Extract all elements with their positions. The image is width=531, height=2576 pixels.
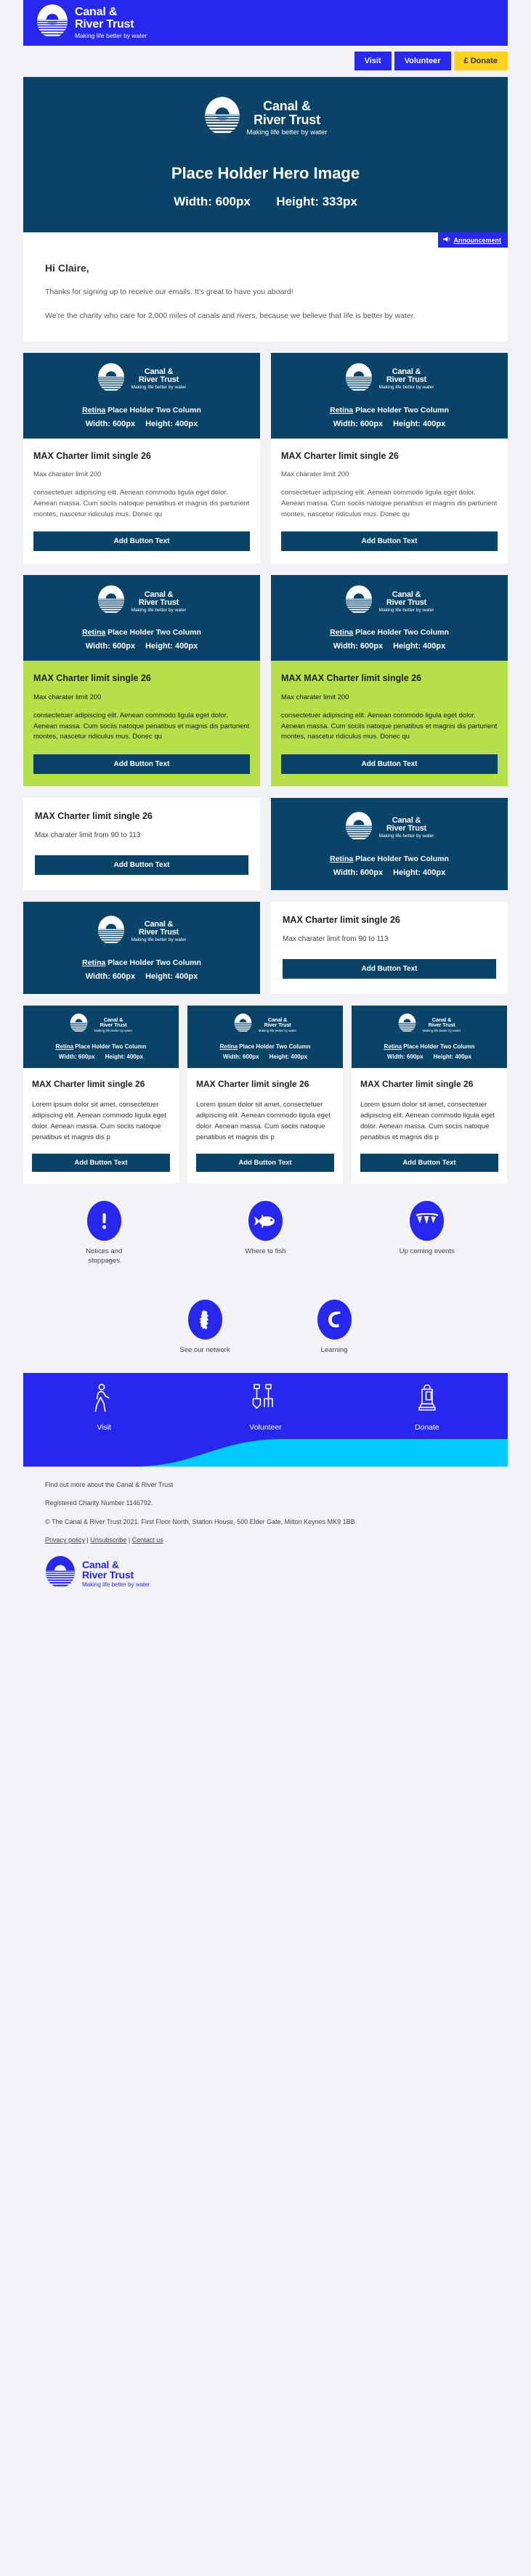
- brand-name-line2: River Trust: [75, 18, 134, 31]
- card-heading: MAX Charter limit single 26: [360, 1079, 474, 1090]
- brand-wordmark: [82, 1560, 150, 1588]
- brand-tagline: Making life better by water: [131, 937, 187, 943]
- megaphone-icon: [443, 236, 450, 244]
- brand-tagline: Making life better by water: [246, 128, 328, 136]
- text-block: [271, 902, 508, 994]
- three-column-card: [352, 1006, 507, 1183]
- placeholder-caption-text: Place Holder Two Column: [105, 405, 201, 415]
- two-column-green-section: [23, 575, 508, 786]
- brand-name-line1: Canal &: [75, 6, 118, 19]
- donation-box-icon: [416, 1383, 439, 1417]
- text-block: [23, 798, 260, 890]
- contact-us-link[interactable]: Contact us: [131, 1536, 163, 1544]
- brand-logo-tiny: [28, 1013, 174, 1037]
- placeholder-image: [23, 575, 260, 661]
- placeholder-height: Height: 400px: [393, 642, 446, 651]
- brand-logo-header[interactable]: [36, 4, 147, 42]
- add-button-text-button[interactable]: Add Button Text: [281, 754, 498, 774]
- placeholder-caption: [278, 855, 500, 863]
- brand-name-line2: River Trust: [264, 1022, 291, 1029]
- crt-roundel-icon: [345, 584, 373, 619]
- card-heading: MAX Charter limit single 26: [33, 673, 151, 684]
- card-body: [187, 1068, 343, 1183]
- brand-name-line1: Canal &: [392, 590, 421, 599]
- placeholder-width: Width: 600px: [333, 642, 384, 651]
- placeholder-width: Width: 600px: [58, 1053, 95, 1061]
- placeholder-width: Width: 600px: [85, 972, 136, 982]
- brand-name-line1: Canal &: [144, 367, 174, 376]
- placeholder-caption: [192, 1043, 338, 1050]
- placeholder-height: Height: 400px: [393, 419, 446, 428]
- fish-icon: [248, 1201, 283, 1241]
- brand-wordmark: [379, 817, 434, 839]
- brand-name-line1: Canal &: [392, 367, 421, 376]
- card-heading: MAX Charter limit single 26: [196, 1079, 309, 1090]
- crt-roundel-icon: [97, 584, 125, 619]
- announcement-label: Announcement: [453, 236, 501, 244]
- footer-charity-number: Registered Charity Number 1146792.: [45, 1499, 153, 1507]
- card-body: [23, 439, 260, 564]
- brand-logo-small: [278, 362, 500, 396]
- crt-roundel-icon: [45, 1555, 76, 1592]
- quick-links-row-2: [23, 1300, 508, 1371]
- placeholder-dimensions: [28, 1053, 174, 1060]
- placeholder-caption-text: Place Holder Two Column: [73, 1043, 147, 1051]
- brand-name-line2: River Trust: [82, 1569, 134, 1581]
- brand-tagline: Making life better by water: [82, 1581, 150, 1589]
- placeholder-width: Width: 600px: [333, 419, 384, 428]
- brand-wordmark: [131, 591, 187, 614]
- footer-links: [45, 1535, 486, 1545]
- card-heading: MAX MAX Charter limit single 26: [281, 673, 422, 684]
- brand-name-line2: River Trust: [386, 824, 427, 833]
- hero-title: Place Holder Hero Image: [171, 164, 360, 182]
- card-body-text: Lorem ipsum dolor sit amet, consectetuer adipiscing elit. Aenean commodo ligula eget dolor. Aenean massa. Cum sociis natoque penatibus et magnis dis p: [32, 1101, 166, 1142]
- nav-button-visit[interactable]: Visit: [354, 52, 392, 70]
- announcement-badge[interactable]: [438, 232, 508, 248]
- placeholder-image: [271, 575, 508, 661]
- announcement-bar: [23, 232, 508, 248]
- spade-fork-icon: [251, 1383, 279, 1417]
- card-body: [271, 439, 508, 564]
- retina-label: Retina: [219, 1043, 238, 1051]
- walking-person-icon: [92, 1383, 116, 1417]
- brand-logo-footer: [45, 1555, 486, 1592]
- placeholder-caption: [357, 1043, 502, 1050]
- quick-link-label: Where to fish: [245, 1247, 286, 1256]
- quick-link-label: Up coming events: [399, 1247, 455, 1256]
- intro-paragraph-1: Thanks for signing up to receive our emails. It's great to have you aboard!: [45, 288, 293, 296]
- brand-name-line2: River Trust: [138, 598, 179, 607]
- card-heading: MAX Charter limit single 26: [33, 450, 151, 461]
- brand-logo-small: [31, 362, 253, 396]
- footer-find-out-more: [45, 1480, 486, 1490]
- crt-roundel-icon: [97, 362, 125, 396]
- brand-name-line2: River Trust: [100, 1022, 127, 1029]
- retina-label: Retina: [82, 405, 106, 415]
- card-body: [352, 1068, 507, 1183]
- brand-tagline: Making life better by water: [131, 384, 187, 390]
- placeholder-dimensions: [31, 420, 253, 428]
- text-left-image-right-section: [23, 798, 508, 890]
- placeholder-height: Height: 400px: [433, 1053, 472, 1061]
- brand-name-line1: Canal &: [263, 98, 311, 113]
- intro-section: [23, 248, 508, 341]
- brand-logo-small: [31, 584, 253, 619]
- card-subtext: Max charater limit 200: [281, 470, 349, 479]
- placeholder-width: Width: 600px: [85, 419, 136, 428]
- quick-link-learning[interactable]: [317, 1300, 352, 1356]
- cta-donate[interactable]: [346, 1383, 508, 1432]
- placeholder-dimensions: [31, 972, 253, 981]
- placeholder-image: [271, 798, 508, 890]
- placeholder-width: Width: 600px: [386, 1053, 423, 1061]
- quick-link-label: See our network: [179, 1346, 230, 1355]
- footer-copyright: © The Canal & River Trust 2021. First Floor North, Station House, 500 Elder Gate, Milton Keynes MK9 1BB.: [45, 1517, 357, 1525]
- image-left-text-right-section: [23, 902, 508, 994]
- brand-name-line2: River Trust: [254, 112, 320, 127]
- card-body-text: Lorem ipsum dolor sit amet, consectetuer adipiscing elit. Aenean commodo ligula eget dolor. Aenean massa. Cum sociis natoque penatibus et magnis dis p: [196, 1101, 331, 1142]
- quick-links-row-1: [23, 1201, 508, 1282]
- link-separator: |: [85, 1536, 91, 1544]
- placeholder-caption-text: Place Holder Two Column: [105, 628, 201, 637]
- placeholder-height: Height: 400px: [105, 1053, 144, 1061]
- brand-tagline: Making life better by water: [75, 32, 147, 40]
- unsubscribe-link[interactable]: Unsubscribe: [90, 1536, 127, 1544]
- crt-roundel-icon: [70, 1013, 88, 1037]
- quick-link-notices-and-stoppages[interactable]: [23, 1201, 185, 1266]
- card-body: [271, 661, 508, 786]
- brand-tagline: Making life better by water: [131, 607, 187, 613]
- cta-row: [23, 1373, 508, 1438]
- card-subtext: Max charater limit 200: [281, 693, 349, 701]
- brand-logo-hero: [23, 96, 508, 139]
- privacy-policy-link[interactable]: Privacy policy: [45, 1536, 86, 1544]
- placeholder-caption: [31, 406, 253, 415]
- brand-name-line2: River Trust: [386, 598, 427, 607]
- placeholder-image: [23, 353, 260, 439]
- placeholder-image: [23, 902, 260, 994]
- placeholder-height: Height: 400px: [145, 419, 198, 428]
- hero-height-label: Height: 333px: [276, 195, 357, 208]
- placeholder-image: [187, 1006, 343, 1068]
- brand-tagline: Making life better by water: [258, 1028, 297, 1032]
- brand-wordmark: [94, 1017, 133, 1033]
- learning-leaf-icon: [317, 1300, 352, 1340]
- placeholder-image: [23, 1006, 179, 1068]
- brand-wordmark: [131, 921, 187, 943]
- brand-wordmark: [423, 1017, 461, 1033]
- brand-name-line2: River Trust: [428, 1022, 455, 1029]
- card-body-text: consectetuer adipiscing elit. Aenean commodo ligula eget dolor. Aenean massa. Cum sociis natoque penatibus et magnis dis parturient montes, nascetur ridiculus mus. Donec qu: [281, 711, 498, 741]
- placeholder-height: Height: 400px: [145, 972, 198, 982]
- brand-name-line1: Canal &: [144, 590, 174, 599]
- placeholder-width: Width: 600px: [222, 1053, 259, 1061]
- brand-tagline: Making life better by water: [378, 384, 434, 390]
- intro-paragraph-2: We're the charity who care for 2,000 miles of canals and rivers, because we believe that life is better by water.: [45, 311, 416, 321]
- placeholder-caption: [278, 628, 500, 637]
- placeholder-caption-text: Place Holder Two Column: [238, 1043, 311, 1051]
- brand-name-line2: River Trust: [138, 375, 179, 384]
- placeholder-image: [271, 353, 508, 439]
- hero-banner: [23, 77, 508, 232]
- brand-logo-small: [31, 915, 253, 949]
- placeholder-height: Height: 400px: [145, 642, 198, 651]
- card-heading: MAX Charter limit single 26: [32, 1079, 145, 1090]
- cta-label: Donate: [414, 1422, 439, 1432]
- card-heading: MAX Charter limit single 26: [281, 450, 399, 461]
- two-column-white-section: [23, 353, 508, 564]
- brand-wordmark: [259, 1017, 297, 1033]
- crt-roundel-icon: [398, 1013, 416, 1037]
- brand-name-line1: Canal &: [267, 1016, 288, 1023]
- placeholder-dimensions: [278, 420, 500, 428]
- add-button-text-button[interactable]: Add Button Text: [33, 754, 250, 774]
- add-button-text-button[interactable]: Add Button Text: [360, 1154, 498, 1172]
- brand-wordmark: [379, 591, 434, 614]
- card-subtext: Max charater limit from 90 to 113: [35, 831, 141, 840]
- retina-label: Retina: [330, 405, 354, 415]
- brand-logo-tiny: [192, 1013, 338, 1037]
- footer: [23, 1480, 508, 1600]
- three-column-card: [187, 1006, 343, 1183]
- brand-wordmark: [379, 368, 434, 391]
- email-header: [23, 0, 508, 46]
- placeholder-dimensions: [192, 1053, 338, 1060]
- card-body: [23, 1068, 179, 1183]
- cta-section: [23, 1373, 508, 1467]
- brand-name-line1: Canal &: [144, 920, 174, 929]
- placeholder-dimensions: [31, 642, 253, 651]
- placeholder-caption-text: Place Holder Two Column: [105, 958, 201, 968]
- three-column-section: [23, 1006, 508, 1183]
- add-button-text-button[interactable]: Add Button Text: [283, 959, 496, 979]
- crt-roundel-icon: [204, 96, 240, 139]
- crt-roundel-icon: [345, 811, 373, 845]
- add-button-text-button[interactable]: Add Button Text: [196, 1154, 334, 1172]
- two-column-card: [271, 575, 508, 786]
- brand-tagline: Making life better by water: [378, 833, 434, 839]
- placeholder-height: Height: 400px: [393, 868, 446, 878]
- brand-name-line1: Canal &: [103, 1016, 123, 1023]
- footer-find-out-more-text: Find out more about the Canal & River Trust: [45, 1480, 174, 1488]
- placeholder-dimensions: [278, 868, 500, 877]
- brand-tagline: Making life better by water: [422, 1028, 461, 1032]
- quick-link-where-to-fish[interactable]: [185, 1201, 346, 1266]
- brand-wordmark: [75, 7, 147, 39]
- brand-name-line1: Canal &: [82, 1559, 119, 1571]
- placeholder-caption-text: Place Holder Two Column: [353, 855, 449, 864]
- brand-name-line2: River Trust: [386, 375, 427, 384]
- brand-tagline: Making life better by water: [378, 607, 434, 613]
- card-body-text: consectetuer adipiscing elit. Aenean commodo ligula eget dolor. Aenean massa. Cum sociis natoque penatibus et magnis dis parturient montes, nascetur ridiculus mus. Donec qu: [33, 711, 250, 741]
- placeholder-caption: [31, 628, 253, 637]
- placeholder-caption-text: Place Holder Two Column: [353, 628, 449, 637]
- add-button-text-button[interactable]: Add Button Text: [33, 531, 250, 551]
- retina-label: Retina: [82, 958, 106, 968]
- cta-visit[interactable]: [23, 1383, 185, 1432]
- hero-width-label: Width: 600px: [174, 195, 251, 208]
- crt-roundel-icon: [36, 4, 68, 42]
- cta-volunteer[interactable]: [185, 1383, 346, 1432]
- quick-link-label: Notices and stoppages: [86, 1247, 123, 1265]
- exclamation-icon: [87, 1201, 121, 1241]
- intro-greeting: Hi Claire,: [45, 262, 89, 274]
- placeholder-caption-text: Place Holder Two Column: [402, 1043, 475, 1051]
- placeholder-caption-text: Place Holder Two Column: [353, 405, 449, 415]
- placeholder-dimensions: [357, 1053, 502, 1060]
- nav-button-volunteer[interactable]: Volunteer: [394, 52, 451, 70]
- placeholder-height: Height: 400px: [269, 1053, 308, 1061]
- brand-name-line1: Canal &: [392, 816, 421, 826]
- wave-shape: [23, 1438, 508, 1467]
- header-nav-buttons: [23, 46, 508, 77]
- retina-label: Retina: [384, 1043, 402, 1051]
- card-subtext: Max charater limit from 90 to 113: [283, 935, 389, 944]
- two-column-card: [23, 353, 260, 564]
- add-button-text-button[interactable]: Add Button Text: [281, 531, 498, 551]
- nav-button-donate[interactable]: £ Donate: [454, 52, 508, 70]
- brand-tagline: Making life better by water: [94, 1028, 133, 1032]
- card-subtext: Max charater limit 200: [33, 693, 102, 701]
- placeholder-caption: [278, 406, 500, 415]
- card-body-text: Lorem ipsum dolor sit amet, consectetuer adipiscing elit. Aenean commodo ligula eget dolor. Aenean massa. Cum sociis natoque penatibus et magnis dis p: [360, 1101, 495, 1142]
- card-subtext: Max charater limit 200: [33, 470, 102, 479]
- uk-map-icon: [188, 1300, 222, 1340]
- brand-logo-tiny: [357, 1013, 502, 1037]
- brand-name-line2: River Trust: [138, 928, 179, 937]
- placeholder-width: Width: 600px: [333, 868, 384, 878]
- placeholder-dimensions: [278, 642, 500, 651]
- placeholder-image: [352, 1006, 507, 1068]
- add-button-text-button[interactable]: Add Button Text: [35, 855, 248, 875]
- retina-label: Retina: [82, 628, 106, 637]
- three-column-card: [23, 1006, 179, 1183]
- quick-link-label: Learning: [320, 1346, 348, 1355]
- cta-label: Volunteer: [249, 1422, 282, 1432]
- crt-roundel-icon: [97, 915, 125, 949]
- quick-link-see-our-network[interactable]: [179, 1300, 230, 1356]
- two-column-card: [23, 575, 260, 786]
- link-separator: |: [126, 1536, 132, 1544]
- brand-name-line1: Canal &: [431, 1016, 452, 1023]
- retina-label: Retina: [330, 855, 354, 864]
- hero-dimensions: [23, 195, 508, 209]
- retina-label: Retina: [55, 1043, 74, 1051]
- brand-logo-small: [278, 811, 500, 845]
- card-heading: MAX Charter limit single 26: [283, 915, 400, 926]
- card-body: [23, 661, 260, 786]
- card-body-text: consectetuer adipiscing elit. Aenean commodo ligula eget dolor. Aenean massa. Cum sociis natoque penatibus et magnis dis parturient montes, nascetur ridiculus mus. Donec qu: [33, 489, 250, 518]
- quick-link-up-coming-events[interactable]: [346, 1201, 508, 1266]
- placeholder-width: Width: 600px: [85, 642, 136, 651]
- crt-roundel-icon: [234, 1013, 252, 1037]
- bunting-icon: [410, 1201, 444, 1241]
- brand-wordmark: [247, 99, 328, 136]
- placeholder-caption: [28, 1043, 174, 1050]
- footer-brand-logo: [45, 1555, 486, 1599]
- brand-logo-small: [278, 584, 500, 619]
- two-column-card: [271, 353, 508, 564]
- card-body-text: consectetuer adipiscing elit. Aenean commodo ligula eget dolor. Aenean massa. Cum sociis natoque penatibus et magnis dis parturient montes, nascetur ridiculus mus. Donec qu: [281, 489, 498, 518]
- retina-label: Retina: [330, 628, 354, 637]
- brand-wordmark: [131, 368, 187, 391]
- cta-label: Visit: [97, 1422, 111, 1432]
- crt-roundel-icon: [345, 362, 373, 396]
- add-button-text-button[interactable]: Add Button Text: [32, 1154, 170, 1172]
- card-heading: MAX Charter limit single 26: [35, 811, 153, 822]
- placeholder-caption: [31, 958, 253, 967]
- cta-wave-band: [23, 1438, 508, 1467]
